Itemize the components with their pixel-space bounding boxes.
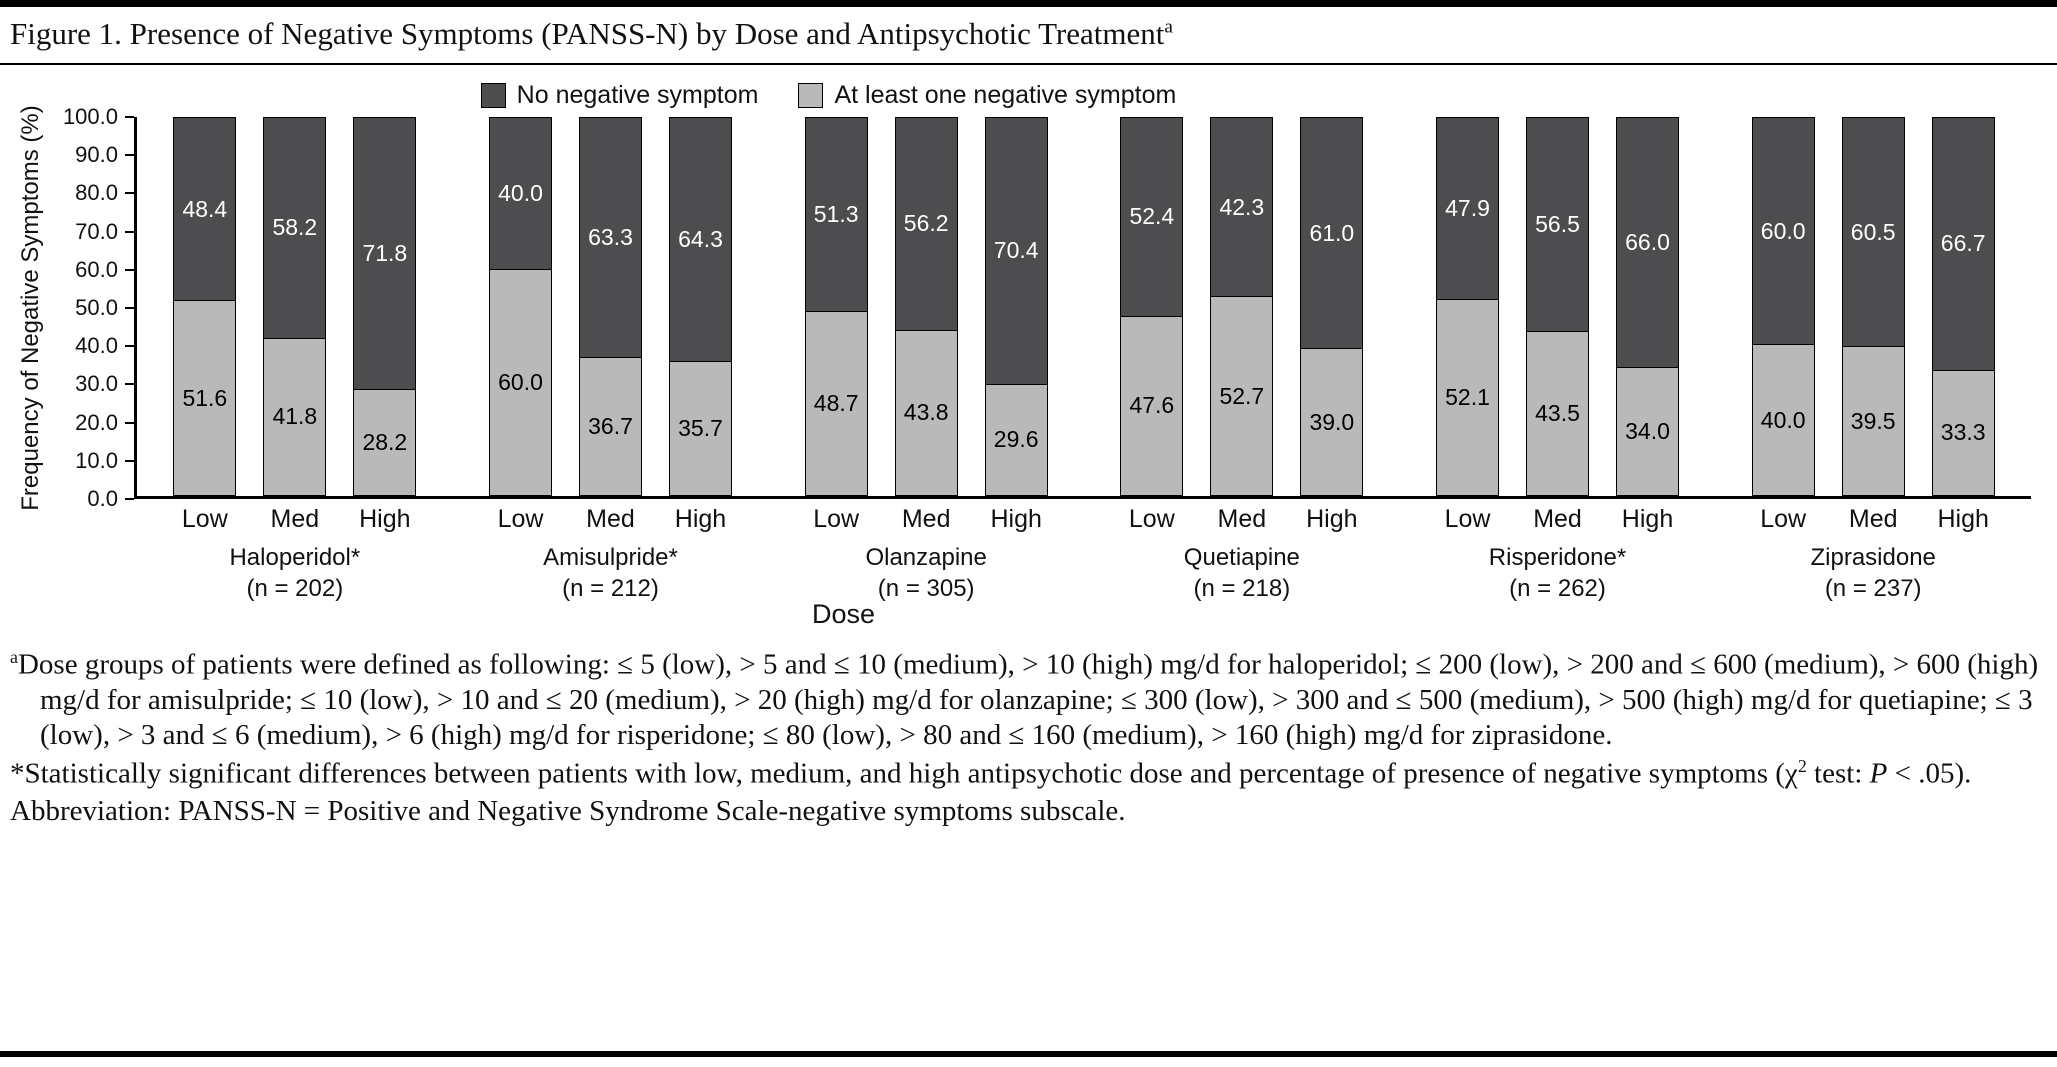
segment-at-least-one-negative-symptom: 29.6 (985, 384, 1048, 496)
dose-level-label: High (674, 505, 727, 533)
segment-at-least-one-negative-symptom: 41.8 (263, 338, 326, 496)
segment-no-negative-symptom: 47.9 (1436, 117, 1499, 299)
stacked-bar-quetiapine-high (1300, 117, 1363, 533)
dose-level-label: Med (901, 505, 951, 533)
segment-no-negative-symptom: 48.4 (173, 117, 236, 300)
figure-title (0, 7, 2057, 65)
segment-at-least-one-negative-symptom: 28.2 (353, 389, 416, 496)
dose-level-label: Med (1533, 505, 1582, 533)
dose-level-label: High (990, 505, 1042, 533)
stacked-bar-olanzapine-low (805, 117, 868, 533)
segment-no-negative-symptom: 51.3 (805, 117, 868, 311)
footnote-abbreviation: Abbreviation: PANSS-N = Positive and Negative Syndrome Scale-negative symptoms subscale. (10, 794, 1126, 827)
segment-at-least-one-negative-symptom: 35.7 (669, 361, 732, 496)
drug-sample-size: (n = 237) (1824, 574, 1922, 602)
dose-level-label: High (359, 505, 411, 533)
segment-no-negative-symptom: 42.3 (1210, 117, 1273, 296)
dose-level-label: Med (586, 505, 635, 533)
drug-name: Risperidone* (1488, 544, 1627, 571)
segment-at-least-one-negative-symptom: 60.0 (489, 269, 552, 496)
stacked-bar-amisulpride-med (579, 117, 642, 533)
y-tick-label: 20.0 (75, 409, 118, 435)
stacked-bar-risperidone-high (1616, 117, 1679, 533)
drug-sample-size: (n = 262) (1509, 574, 1606, 602)
dose-level-label: Low (181, 505, 228, 533)
segment-at-least-one-negative-symptom: 33.3 (1932, 370, 1995, 496)
stacked-bar-risperidone-low (1436, 117, 1499, 533)
segment-no-negative-symptom: 52.4 (1120, 117, 1183, 316)
y-tick-label: 100.0 (62, 104, 118, 129)
legend-item-no-negative-symptom (481, 81, 759, 110)
segment-at-least-one-negative-symptom: 36.7 (579, 357, 642, 496)
dose-level-label: High (1306, 505, 1358, 533)
y-tick-mark (125, 269, 134, 271)
drug-group-haloperidol (137, 117, 453, 602)
y-tick-label: 30.0 (75, 371, 118, 397)
segment-at-least-one-negative-symptom: 39.5 (1842, 346, 1905, 496)
x-axis-title: Dose (812, 599, 876, 629)
segment-at-least-one-negative-symptom: 47.6 (1120, 316, 1183, 496)
segment-no-negative-symptom: 64.3 (669, 117, 732, 361)
figure-title-text: Figure 1. Presence of Negative Symptoms (PANSS-N) by Dose and Antipsychotic Treatment (10, 16, 1165, 51)
drug-label-risperidone (1489, 543, 1626, 604)
y-tick-mark (125, 116, 134, 118)
y-axis-title-column (8, 105, 54, 511)
drug-sample-size: (n = 212) (562, 574, 659, 602)
segment-no-negative-symptom: 66.0 (1616, 117, 1679, 367)
segment-no-negative-symptom: 60.5 (1842, 117, 1905, 346)
footnote-dose-definitions (10, 647, 2041, 754)
segment-at-least-one-negative-symptom: 43.5 (1526, 331, 1589, 496)
segment-at-least-one-negative-symptom: 40.0 (1752, 344, 1815, 496)
drug-name: Olanzapine (865, 544, 987, 571)
segment-at-least-one-negative-symptom: 43.8 (895, 330, 958, 496)
legend-swatch-no-negative-symptom (481, 83, 506, 108)
y-tick-label: 70.0 (75, 218, 118, 244)
stacked-bar-risperidone-med (1526, 117, 1589, 533)
legend (0, 79, 1857, 111)
segment-no-negative-symptom: 61.0 (1300, 117, 1363, 348)
stacked-bar-olanzapine-med (895, 117, 958, 533)
drug-name: Ziprasidone (1810, 544, 1936, 571)
y-tick-mark (125, 154, 134, 156)
segment-no-negative-symptom: 56.5 (1526, 117, 1589, 331)
dose-level-label: High (1621, 505, 1674, 533)
drug-label-haloperidol (229, 543, 360, 604)
y-axis (54, 104, 134, 511)
drug-group-amisulpride (453, 117, 769, 602)
y-axis-title: Frequency of Negative Symptoms (%) (17, 105, 44, 511)
drug-sample-size: (n = 202) (246, 574, 344, 602)
drug-group-risperidone (1400, 117, 1716, 602)
y-tick-label: 60.0 (75, 256, 118, 282)
footnote-dose-text: Dose groups of patients were defined as following: ≤ 5 (low), > 5 and ≤ 10 (medium), > 10 (high) mg/d for haloperidol; ≤ 200 (low), > 200 and ≤ 600 (medium), > 600 (high) mg/d for amisulpride; ≤ 10 (low), > 10 and ≤ 20 (medium), > 20 (high) mg/d for olanzapine; ≤ 300 (low), > 300 and ≤ 500 (medium), > 500 (high) mg/d for quetiapine; ≤ 3 (low), > 3 and ≤ 6 (medium), > 6 (high) mg/d for risperidone; ≤ 80 (low), > 80 and ≤ 160 (medium), > 160 (high) mg/d for ziprasidone. (17, 648, 2039, 752)
dose-level-label: Med (1848, 505, 1898, 533)
stacked-bar-haloperidol-high (353, 117, 416, 533)
segment-at-least-one-negative-symptom: 39.0 (1300, 348, 1363, 496)
segment-at-least-one-negative-symptom: 48.7 (805, 311, 868, 496)
drug-label-quetiapine (1184, 543, 1300, 604)
drug-name: Amisulpride* (543, 544, 678, 571)
segment-no-negative-symptom: 60.0 (1752, 117, 1815, 344)
segment-no-negative-symptom: 56.2 (895, 117, 958, 330)
y-tick-mark (125, 307, 134, 309)
legend-item-at-least-one-negative-symptom (798, 81, 1176, 110)
stacked-bar-quetiapine-med (1210, 117, 1273, 533)
drug-group-ziprasidone (1715, 117, 2031, 602)
stacked-bar-amisulpride-high (669, 117, 732, 533)
legend-swatch-at-least-one-negative-symptom (798, 83, 823, 108)
y-tick-mark (125, 498, 134, 500)
drug-label-amisulpride (543, 543, 678, 604)
y-tick-mark (125, 192, 134, 194)
chart (8, 104, 2031, 602)
drug-group-olanzapine (768, 117, 1084, 602)
y-tick-mark (125, 460, 134, 462)
drug-group-quetiapine (1084, 117, 1400, 602)
drug-name: Haloperidol* (229, 544, 361, 571)
y-tick-mark (125, 231, 134, 233)
p-value-symbol: P (1869, 757, 1888, 790)
stacked-bar-ziprasidone-high (1932, 117, 1995, 533)
legend-label-at-least-one-negative-symptom: At least one negative symptom (834, 80, 1177, 109)
y-tick-label: 0.0 (87, 486, 118, 511)
dose-level-label: Low (1760, 505, 1807, 533)
stacked-bar-ziprasidone-low (1752, 117, 1815, 533)
y-tick-mark (125, 383, 134, 385)
footnote-significance-mid: test: (1806, 757, 1870, 790)
footnote-significance-after: < .05). (1887, 757, 1972, 790)
segment-at-least-one-negative-symptom: 51.6 (173, 300, 236, 496)
segment-no-negative-symptom: 70.4 (985, 117, 1048, 384)
footnote-marker-asterisk: * (10, 757, 25, 790)
y-tick-mark (125, 422, 134, 424)
dose-level-label: Low (813, 505, 860, 533)
y-tick-label: 10.0 (75, 447, 118, 473)
y-tick-label: 80.0 (75, 180, 118, 206)
legend-label-no-negative-symptom: No negative symptom (516, 80, 759, 109)
stacked-bar-ziprasidone-med (1842, 117, 1905, 533)
y-tick-label: 90.0 (75, 142, 118, 168)
drug-sample-size: (n = 305) (877, 574, 975, 602)
drug-sample-size: (n = 218) (1193, 574, 1291, 602)
segment-no-negative-symptom: 71.8 (353, 117, 416, 389)
drug-name: Quetiapine (1183, 544, 1300, 571)
segment-no-negative-symptom: 63.3 (579, 117, 642, 357)
segment-at-least-one-negative-symptom: 52.7 (1210, 296, 1273, 496)
dose-level-label: Low (497, 505, 544, 533)
segment-no-negative-symptom: 58.2 (263, 117, 326, 338)
dose-level-label: Med (1217, 505, 1267, 533)
y-tick-mark (125, 345, 134, 347)
stacked-bar-quetiapine-low (1120, 117, 1183, 533)
drug-label-olanzapine (865, 543, 986, 604)
dose-level-label: Low (1128, 505, 1175, 533)
plot-area (134, 117, 2031, 602)
y-tick-label: 50.0 (75, 295, 118, 320)
segment-no-negative-symptom: 40.0 (489, 117, 552, 269)
stacked-bar-olanzapine-high (985, 117, 1048, 533)
footnotes (0, 635, 2057, 829)
chi-square-superscript: 2 (1797, 755, 1807, 776)
stacked-bar-haloperidol-med (263, 117, 326, 533)
dose-level-label: Med (270, 505, 320, 533)
top-rule (0, 0, 2057, 7)
y-tick-label: 40.0 (75, 333, 118, 359)
stacked-bar-amisulpride-low (489, 117, 552, 533)
stacked-bar-haloperidol-low (173, 117, 236, 533)
dose-level-label: Low (1444, 505, 1491, 533)
drug-label-ziprasidone (1810, 543, 1935, 604)
bottom-rule (0, 1051, 2057, 1057)
footnote-significance (10, 756, 2041, 792)
segment-at-least-one-negative-symptom: 52.1 (1436, 299, 1499, 496)
figure-title-footnote-marker: a (1164, 16, 1173, 38)
segment-no-negative-symptom: 66.7 (1932, 117, 1995, 370)
footnote-marker-a: a (10, 647, 18, 667)
footnote-significance-text: Statistically significant differences between patients with low, medium, and high antipsychotic dose and percentage of presence of negative symptoms (χ (24, 757, 1798, 790)
segment-at-least-one-negative-symptom: 34.0 (1616, 367, 1679, 496)
dose-level-label: High (1937, 505, 1989, 533)
